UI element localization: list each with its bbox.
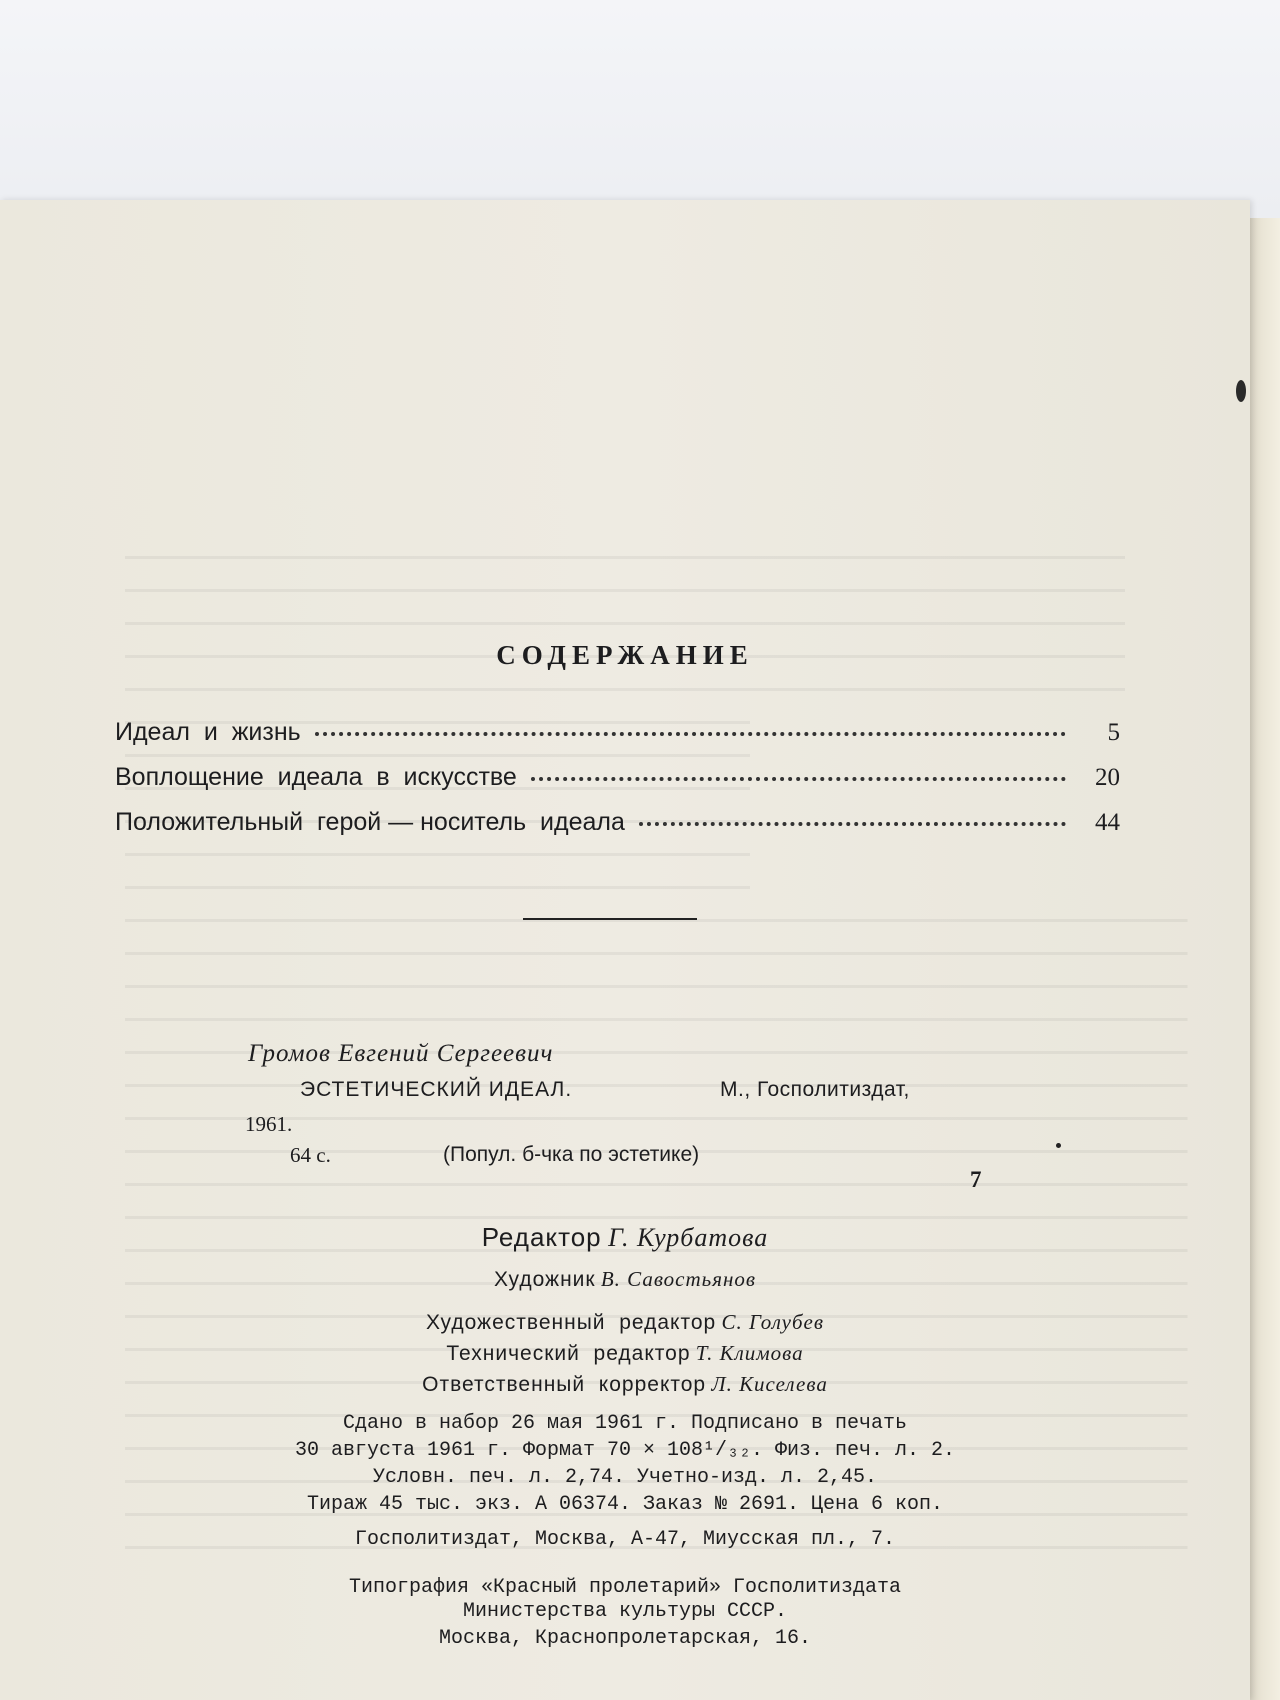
toc-entry-label: Положительный герой — носитель идеала bbox=[115, 808, 625, 836]
toc-entry bbox=[115, 808, 1120, 848]
imprint-line: Условн. печ. л. 2,74. Учетно-изд. л. 2,45. bbox=[372, 1466, 878, 1489]
credit-role: Художник bbox=[493, 1268, 596, 1291]
catalog-year: 1961. bbox=[245, 1112, 293, 1136]
toc-entry-label: Воплощение идеала в искусстве bbox=[115, 763, 517, 791]
credit-proofreader bbox=[0, 1372, 1250, 1397]
toc-leader-dots bbox=[315, 726, 1066, 736]
catalog-pages: 64 с. bbox=[290, 1143, 331, 1167]
catalog-publisher: М., Госполитиздат, bbox=[720, 1078, 910, 1101]
credit-tech-editor bbox=[0, 1341, 1250, 1366]
toc-entry-page: 44 bbox=[1095, 809, 1120, 836]
credit-role: Редактор bbox=[481, 1222, 602, 1252]
imprint-line: Тираж 45 тыс. экз. А 06374. Заказ № 2691. Цена 6 коп. bbox=[306, 1493, 944, 1516]
toc-entry-label: Идеал и жизнь bbox=[115, 718, 301, 746]
toc-leader-dots bbox=[639, 816, 1066, 826]
toc-title: СОДЕРЖАНИЕ bbox=[496, 640, 754, 670]
toc-entry-page: 20 bbox=[1095, 764, 1120, 791]
toc-entry bbox=[115, 718, 1120, 758]
credit-person: Т. Климова bbox=[695, 1341, 804, 1365]
imprint-line: 30 августа 1961 г. Формат 70 × 108¹/₃₂. Физ. печ. л. 2. bbox=[294, 1439, 956, 1462]
imprint-line: Сдано в набор 26 мая 1961 г. Подписано в печать bbox=[342, 1412, 908, 1435]
imprint-line: Госполитиздат, Москва, А-47, Миусская пл., 7. bbox=[354, 1528, 896, 1551]
ink-speck bbox=[1056, 1143, 1061, 1148]
credit-art-editor bbox=[0, 1310, 1250, 1335]
section-divider bbox=[523, 918, 697, 920]
catalog-title: ЭСТЕТИЧЕСКИЙ ИДЕАЛ. bbox=[300, 1078, 573, 1101]
credit-artist bbox=[0, 1267, 1250, 1292]
toc-entry-page: 5 bbox=[1107, 719, 1120, 746]
credit-role: Ответственный корректор bbox=[422, 1373, 707, 1396]
catalog-series: (Попул. б-чка по эстетике) bbox=[443, 1143, 700, 1166]
imprint-line: Типография «Красный пролетарий» Госполитиздата bbox=[348, 1576, 902, 1599]
next-page-edge bbox=[1250, 218, 1280, 1700]
credit-person: Г. Курбатова bbox=[608, 1223, 769, 1252]
credit-role: Технический редактор bbox=[446, 1342, 691, 1365]
background-surface bbox=[0, 0, 1280, 220]
credit-person: В. Савостьянов bbox=[600, 1267, 756, 1291]
credit-person: Л. Киселева bbox=[711, 1372, 828, 1396]
credit-role: Художественный редактор bbox=[426, 1311, 717, 1334]
credit-person: С. Голубев bbox=[721, 1310, 824, 1334]
catalog-code: 7 bbox=[970, 1167, 982, 1192]
binding-hole bbox=[1236, 380, 1246, 402]
credit-editor bbox=[0, 1222, 1250, 1253]
imprint-line: Министерства культуры СССР. bbox=[462, 1600, 788, 1623]
toc-entry bbox=[115, 763, 1120, 803]
imprint-line: Москва, Краснопролетарская, 16. bbox=[438, 1627, 812, 1650]
catalog-author: Громов Евгений Сергеевич bbox=[248, 1040, 554, 1067]
toc-leader-dots bbox=[531, 771, 1066, 781]
